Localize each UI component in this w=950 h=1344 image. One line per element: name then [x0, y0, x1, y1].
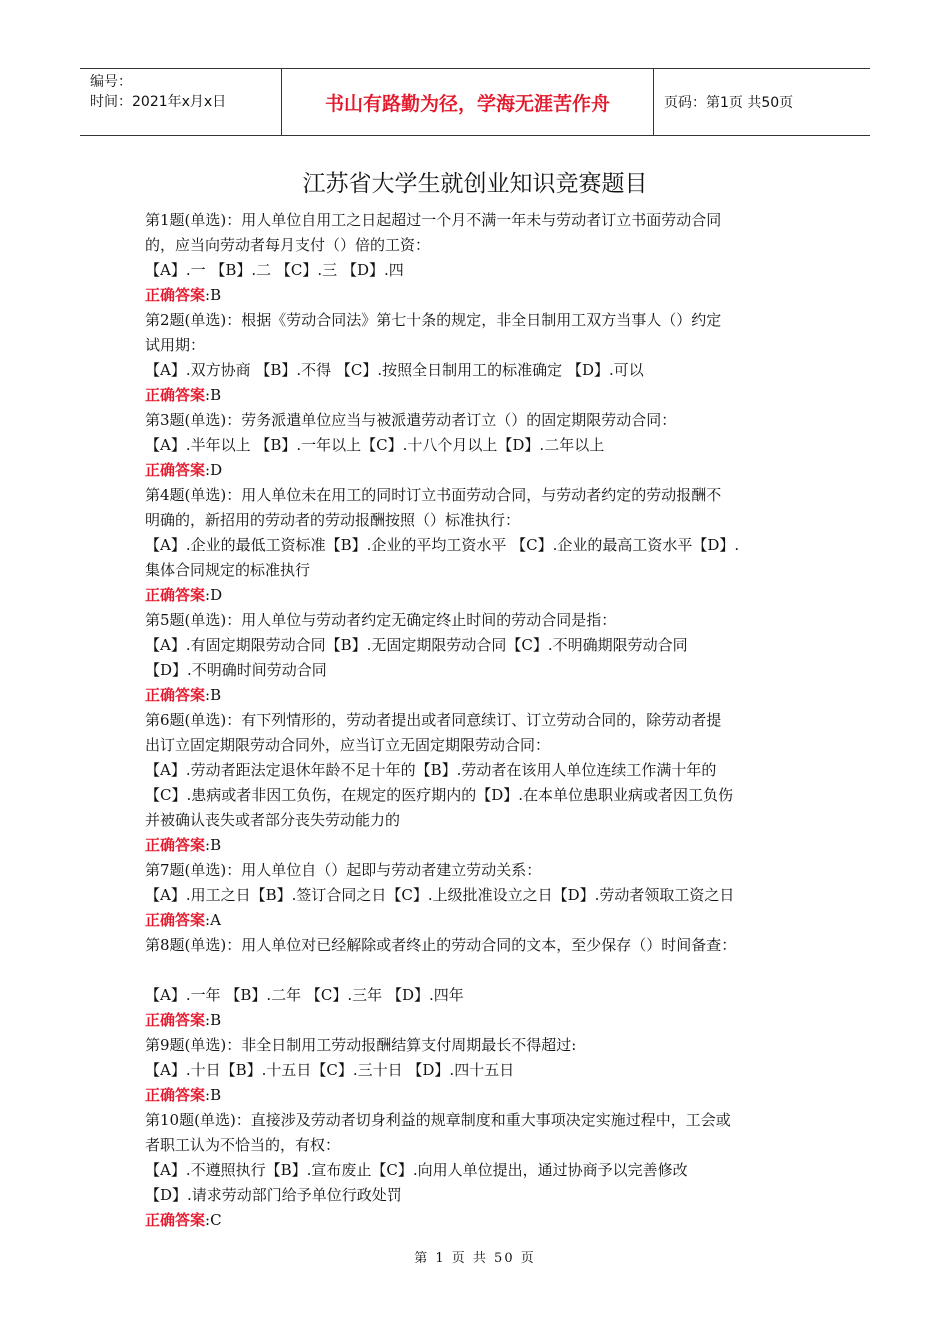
- answer-label: 正确答案: [145, 386, 206, 404]
- question-line: 的，应当向劳动者每月支付（）倍的工资：: [145, 236, 431, 254]
- question-block: [145, 408, 815, 483]
- answer-label: 正确答案: [145, 911, 206, 929]
- question-block: [145, 208, 815, 308]
- question-line: 【A】.一年 【B】.二年 【C】.三年 【D】.四年: [145, 986, 464, 1004]
- question-line: 【A】.半年以上 【B】.一年以上【C】.十八个月以上【D】.二年以上: [145, 436, 605, 454]
- answer-line: [145, 458, 815, 483]
- header-page-info: 页码：第1页 共50页: [664, 95, 794, 111]
- question-line: 【A】.用工之日【B】.签订合同之日【C】.上级批准设立之日【D】.劳动者领取工资之日: [145, 886, 735, 904]
- question-block: [145, 608, 815, 708]
- question-line: 【A】.不遵照执行【B】.宣布废止【C】.向用人单位提出，通过协商予以完善修改: [145, 1161, 688, 1179]
- time-label: 时间：2021年x月x日: [90, 94, 227, 110]
- answer-value: :B: [205, 1011, 222, 1029]
- question-text: 第9题(单选)：非全日制用工劳动报酬结算支付周期最长不得超过:: [145, 1036, 577, 1054]
- answer-line: [145, 583, 815, 608]
- answer-line: [145, 1208, 815, 1233]
- answer-value: :B: [205, 286, 222, 304]
- answer-value: :C: [205, 1211, 222, 1229]
- answer-value: :B: [205, 686, 222, 704]
- question-block: [145, 1033, 815, 1108]
- question-line: [145, 958, 815, 983]
- question-block: [145, 933, 815, 1033]
- answer-label: 正确答案: [145, 586, 206, 604]
- question-text: 第7题(单选)：用人单位自（）起即与劳动者建立劳动关系：: [145, 861, 542, 879]
- answer-value: :B: [205, 1086, 222, 1104]
- question-line: 试用期：: [145, 336, 206, 354]
- question-line: 【A】.一 【B】.二 【C】.三 【D】.四: [145, 261, 404, 279]
- answer-value: :B: [205, 836, 222, 854]
- question-line: 【A】.双方协商 【B】.不得 【C】.按照全日制用工的标准确定 【D】.可以: [145, 361, 644, 379]
- question-text: 第5题(单选)：用人单位与劳动者约定无确定终止时间的劳动合同是指：: [145, 611, 617, 629]
- page-footer: 第 1 页 共 50 页: [414, 1251, 536, 1266]
- question-line: 集体合同规定的标准执行: [145, 561, 311, 579]
- answer-line: [145, 1083, 815, 1108]
- answer-label: 正确答案: [145, 836, 206, 854]
- question-text: 第6题(单选)：有下列情形的，劳动者提出或者同意续订、订立劳动合同的，除劳动者提: [145, 711, 722, 729]
- answer-line: [145, 283, 815, 308]
- question-list: [145, 208, 815, 1233]
- question-text: 第1题(单选)：用人单位自用工之日起超过一个月不满一年未与劳动者订立书面劳动合同: [145, 211, 722, 229]
- answer-line: [145, 833, 815, 858]
- question-block: [145, 483, 815, 608]
- question-line: 明确的，新招用的劳动者的劳动报酬按照（）标准执行：: [145, 511, 521, 529]
- question-line: 【A】.十日【B】.十五日【C】.三十日 【D】.四十五日: [145, 1061, 515, 1079]
- answer-label: 正确答案: [145, 1211, 206, 1229]
- page-header: [80, 68, 870, 136]
- question-text: 第3题(单选)：劳务派遣单位应当与被派遣劳动者订立（）的固定期限劳动合同：: [145, 411, 677, 429]
- question-line: 【C】.患病或者非因工负伤，在规定的医疗期内的【D】.在本单位患职业病或者因工负伤: [145, 786, 734, 804]
- answer-label: 正确答案: [145, 1011, 206, 1029]
- question-line: 【A】.劳动者距法定退休年龄不足十年的【B】.劳动者在该用人单位连续工作满十年的: [145, 761, 717, 779]
- answer-line: [145, 1008, 815, 1033]
- answer-line: [145, 383, 815, 408]
- document-title: 江苏省大学生就创业知识竞赛题目: [302, 171, 648, 197]
- answer-label: 正确答案: [145, 461, 206, 479]
- answer-label: 正确答案: [145, 286, 206, 304]
- question-block: [145, 708, 815, 858]
- answer-line: [145, 683, 815, 708]
- question-block: [145, 308, 815, 408]
- question-line: 【A】.企业的最低工资标准【B】.企业的平均工资水平 【C】.企业的最高工资水平【D】.: [145, 536, 740, 554]
- question-line: 【D】.请求劳动部门给予单位行政处罚: [145, 1186, 402, 1204]
- question-line: 并被确认丧失或者部分丧失劳动能力的: [145, 811, 401, 829]
- question-line: 【D】.不明确时间劳动合同: [145, 661, 327, 679]
- question-text: 第4题(单选)：用人单位未在用工的同时订立书面劳动合同，与劳动者约定的劳动报酬不: [145, 486, 722, 504]
- answer-label: 正确答案: [145, 1086, 206, 1104]
- question-line: 出订立固定期限劳动合同外，应当订立无固定期限劳动合同：: [145, 736, 551, 754]
- answer-label: 正确答案: [145, 686, 206, 704]
- code-label: 编号：: [90, 74, 132, 90]
- question-block: [145, 858, 815, 933]
- question-text: 第8题(单选)：用人单位对已经解除或者终止的劳动合同的文本，至少保存（）时间备查：: [145, 936, 737, 954]
- question-text: 第10题(单选)：直接涉及劳动者切身利益的规章制度和重大事项决定实施过程中，工会或: [145, 1111, 731, 1129]
- question-line: 者职工认为不恰当的，有权：: [145, 1136, 341, 1154]
- header-motto: 书山有路勤为径，学海无涯苦作舟: [282, 69, 654, 135]
- question-text: 第2题(单选)：根据《劳动合同法》第七十条的规定，非全日制用工双方当事人（）约定: [145, 311, 722, 329]
- header-meta: [80, 69, 282, 135]
- answer-line: [145, 908, 815, 933]
- question-line: 【A】.有固定期限劳动合同【B】.无固定期限劳动合同【C】.不明确期限劳动合同: [145, 636, 688, 654]
- answer-value: :D: [205, 586, 223, 604]
- answer-value: :D: [205, 461, 223, 479]
- answer-value: :B: [205, 386, 222, 404]
- question-block: [145, 1108, 815, 1233]
- answer-value: :A: [205, 911, 221, 929]
